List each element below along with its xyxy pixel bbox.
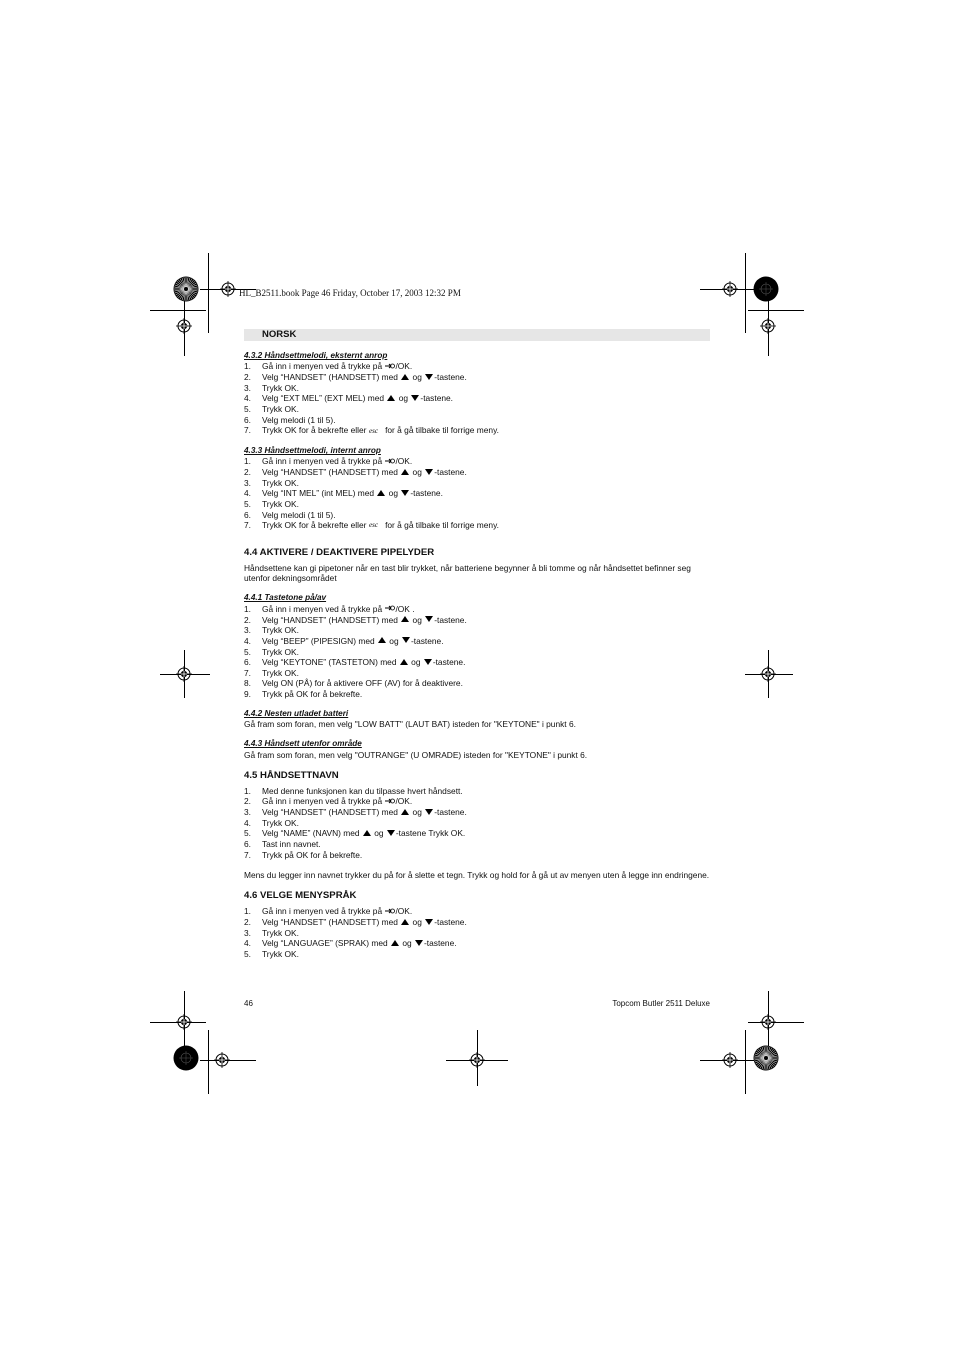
down-arrow-icon — [424, 918, 434, 928]
up-arrow-icon — [362, 829, 372, 839]
list-item — [244, 938, 714, 949]
up-arrow-icon — [390, 939, 400, 949]
step-text: og — [410, 614, 425, 625]
step-text: -tastene. — [410, 635, 444, 646]
menu-ok-key-icon — [384, 457, 395, 467]
step-text: Trykk OK. — [262, 625, 299, 636]
subsection-title-4-4-1: 4.4.1 Tastetone på/av — [244, 593, 327, 603]
menu-ok-key-icon — [384, 604, 395, 614]
step-text: Med denne funksjonen kan du tilpasse hvert håndsett. — [262, 786, 463, 796]
section-title-4-5: 4.5 HÅNDSETTNAVN — [244, 770, 339, 781]
list-item — [244, 404, 714, 414]
list-item — [244, 689, 714, 699]
step-text: /OK. — [395, 796, 413, 807]
step-text: og — [408, 657, 423, 667]
crop-mark — [745, 253, 746, 333]
step-text: -tastene. — [423, 938, 457, 949]
down-arrow-icon — [401, 636, 411, 646]
step-number: 6. — [244, 657, 251, 667]
list-item — [244, 949, 714, 959]
list-item — [244, 467, 714, 478]
up-arrow-icon — [400, 918, 410, 928]
step-text: Velg “HANDSET” (HANDSETT) med — [262, 917, 401, 928]
list-item — [244, 796, 714, 807]
step-text: -tastene. — [434, 372, 467, 383]
registration-target — [469, 1052, 485, 1068]
list-item — [244, 625, 714, 635]
step-number: 5. — [244, 404, 251, 415]
section-intro-4-4: Håndsettene kan gi pipetoner når en tast blir trykket, når batteriene begynner å bli tomme og når håndsettet befinner seg utenfor dekningsområdet — [244, 562, 691, 584]
section-title-4-6: 4.6 VELGE MENYSPRÅK — [244, 890, 357, 902]
up-arrow-icon — [400, 615, 410, 625]
footer-product: Topcom Butler 2511 Deluxe — [612, 999, 710, 1008]
menu-ok-key-icon — [384, 797, 395, 807]
list-item — [244, 393, 714, 404]
step-number: 2. — [244, 917, 251, 928]
step-number: 1. — [244, 603, 251, 614]
list-item — [244, 361, 714, 372]
step-number: 7. — [244, 424, 251, 435]
down-arrow-icon — [386, 829, 396, 839]
registration-target — [722, 1052, 738, 1068]
steps-4-3-2 — [244, 361, 714, 436]
step-text: Velg melodi (1 til 5). — [262, 509, 336, 520]
step-number: 2. — [244, 467, 251, 478]
down-arrow-icon — [400, 489, 410, 499]
section-note-4-5: Mens du legger inn navnet trykker du på for å slette et tegn. Trykk og hold for å gå ut av menyen uten å legge inn endringene. — [244, 869, 710, 880]
step-number: 1. — [244, 786, 251, 796]
step-text: Velg “HANDSET” (HANDSETT) med — [262, 807, 401, 818]
down-arrow-icon — [424, 468, 434, 478]
step-text: Trykk OK for å bekrefte eller — [262, 519, 369, 530]
step-number: 1. — [244, 906, 251, 917]
list-item — [244, 383, 714, 393]
step-number: 6. — [244, 509, 251, 520]
step-text: /OK. — [395, 906, 413, 917]
step-text: for å gå tilbake til forrige meny. — [382, 519, 499, 530]
steps-4-6 — [244, 906, 714, 959]
esc-c-key-icon — [369, 520, 383, 530]
list-item — [244, 818, 714, 828]
list-item — [244, 499, 714, 509]
list-item — [244, 604, 714, 615]
up-arrow-icon — [399, 658, 409, 668]
step-number: 2. — [244, 372, 251, 383]
step-text: Trykk på OK for å bekrefte. — [262, 849, 363, 860]
subsection-title-4-4-3: 4.4.3 Håndsett utenfor område — [244, 739, 362, 749]
menu-ok-key-icon — [384, 362, 395, 372]
step-text: -tastene. — [410, 488, 443, 499]
step-number: 7. — [244, 519, 251, 530]
step-number: 4. — [244, 818, 251, 829]
step-text: Velg “INT MEL” (int MEL) med — [262, 488, 377, 499]
subsection-text-4-4-3: Gå fram som foran, men velg "OUTRANGE" (U OMRADE) isteden for "KEYTONE" i punkt 6. — [244, 749, 588, 760]
print-slug: HL_B2511.book Page 46 Friday, October 17, 2003 12:32 PM — [239, 288, 461, 298]
subsection-title-4-3-2: 4.3.2 Håndsettmelodi, eksternt anrop — [244, 351, 388, 360]
step-text: og — [396, 393, 411, 404]
list-item — [244, 615, 714, 626]
registration-target — [176, 666, 192, 682]
list-item — [244, 807, 714, 818]
up-arrow-icon — [377, 636, 387, 646]
down-arrow-icon — [424, 615, 434, 625]
step-text: -tastene. — [434, 807, 467, 818]
step-number: 4. — [244, 393, 251, 404]
step-number: 3. — [244, 383, 251, 394]
step-text: Velg “LANGUAGE” (SPRAK) med — [262, 938, 390, 949]
up-arrow-icon — [376, 489, 386, 499]
list-item — [244, 425, 714, 436]
step-number: 9. — [244, 688, 251, 699]
steps-4-5 — [244, 786, 714, 860]
step-text: /OK. — [395, 361, 413, 372]
list-item — [244, 668, 714, 678]
step-text: og — [410, 917, 425, 928]
step-text: Velg “HANDSET” (HANDSETT) med — [262, 372, 401, 383]
step-number: 8. — [244, 678, 251, 689]
step-number: 3. — [244, 807, 251, 818]
step-text: Trykk OK. — [262, 818, 299, 829]
list-item — [244, 828, 714, 839]
step-text: og — [410, 372, 425, 383]
step-text: Gå inn i menyen ved å trykke på — [262, 603, 385, 614]
step-number: 5. — [244, 646, 251, 657]
menu-ok-key-icon — [384, 907, 395, 917]
step-text: og — [371, 828, 386, 839]
step-number: 1. — [244, 361, 251, 372]
step-number: 4. — [244, 635, 251, 646]
step-text: Velg “BEEP” (PIPESIGN) med — [262, 635, 377, 646]
page-content — [244, 351, 714, 960]
step-text: og — [410, 467, 425, 478]
list-item — [244, 478, 714, 488]
step-number: 2. — [244, 796, 251, 807]
registration-target — [760, 1014, 776, 1030]
language-header — [244, 329, 710, 341]
list-item — [244, 917, 714, 928]
step-text: Velg “KEYTONE” (TASTETON) med — [262, 657, 399, 667]
registration-dot-top-right — [753, 276, 779, 302]
registration-target — [214, 1052, 230, 1068]
step-text: -tastene. — [434, 467, 467, 478]
crop-mark — [208, 253, 209, 333]
step-text: Gå inn i menyen ved å trykke på — [262, 361, 385, 372]
step-text: Gå inn i menyen ved å trykke på — [262, 796, 385, 807]
registration-target — [760, 318, 776, 334]
list-item — [244, 372, 714, 383]
registration-star-top-left — [173, 276, 199, 302]
list-item — [244, 850, 714, 860]
down-arrow-icon — [423, 658, 433, 668]
svg-text:esc: esc — [368, 426, 378, 434]
subsection-text-4-4-2: Gå fram som foran, men velg "LOW BATT" (LAUT BAT) isteden for "KEYTONE" i punkt 6. — [244, 719, 576, 730]
step-text: Velg “HANDSET” (HANDSETT) med — [262, 467, 401, 478]
up-arrow-icon — [400, 373, 410, 383]
list-item — [244, 488, 714, 499]
step-text: og — [386, 635, 401, 646]
steps-4-3-3 — [244, 456, 714, 531]
subsection-title-4-3-3: 4.3.3 Håndsettmelodi, internt anrop — [244, 445, 381, 455]
list-item — [244, 647, 714, 657]
language-label: NORSK — [262, 329, 297, 340]
step-text: /OK. — [395, 456, 413, 467]
step-text: Trykk OK for å bekrefte eller — [262, 424, 369, 435]
step-text: /OK . — [395, 603, 415, 614]
list-item — [244, 839, 714, 849]
step-number: 1. — [244, 456, 251, 467]
step-text: -tastene. — [420, 393, 453, 404]
step-text: Trykk OK. — [262, 499, 299, 510]
step-text: Velg “EXT MEL” (EXT MEL) med — [262, 393, 387, 404]
step-number: 6. — [244, 414, 251, 425]
step-text: og — [410, 807, 425, 818]
up-arrow-icon — [400, 808, 410, 818]
up-arrow-icon — [386, 394, 396, 404]
step-text: Trykk OK. — [262, 478, 299, 489]
list-item — [244, 636, 714, 647]
crop-mark — [150, 310, 206, 311]
step-number: 3. — [244, 928, 251, 939]
down-arrow-icon — [410, 394, 420, 404]
svg-text:esc: esc — [368, 521, 378, 529]
step-text: -tastene. — [434, 917, 467, 928]
page-number: 46 — [244, 999, 253, 1008]
step-text: Tast inn navnet. — [262, 839, 321, 850]
down-arrow-icon — [424, 373, 434, 383]
down-arrow-icon — [414, 939, 424, 949]
step-text: Gå inn i menyen ved å trykke på — [262, 906, 385, 917]
up-arrow-icon — [400, 468, 410, 478]
registration-target — [176, 1014, 192, 1030]
down-arrow-icon — [424, 808, 434, 818]
step-number: 7. — [244, 849, 251, 860]
list-item — [244, 415, 714, 425]
step-text: Trykk OK. — [262, 949, 299, 960]
step-number: 5. — [244, 499, 251, 510]
step-text: -tastene Trykk OK. — [395, 828, 466, 839]
registration-target — [760, 666, 776, 682]
step-number: 5. — [244, 949, 251, 960]
step-text: Trykk OK. — [262, 667, 299, 678]
list-item — [244, 657, 714, 668]
step-text: Trykk på OK for å bekrefte. — [262, 688, 363, 699]
step-text: Velg melodi (1 til 5). — [262, 414, 336, 425]
step-text: -tastene. — [432, 657, 466, 667]
step-number: 5. — [244, 828, 251, 839]
list-item — [244, 456, 714, 467]
step-text: og — [400, 938, 414, 949]
registration-target — [176, 318, 192, 334]
step-text: Trykk OK. — [262, 646, 299, 657]
registration-star-bottom-right — [753, 1045, 779, 1071]
step-text: for å gå tilbake til forrige meny. — [382, 424, 499, 435]
step-number: 7. — [244, 667, 251, 678]
step-number: 4. — [244, 488, 251, 499]
step-text: Trykk OK. — [262, 928, 299, 939]
step-number: 6. — [244, 839, 251, 850]
list-item — [244, 510, 714, 520]
list-item — [244, 786, 714, 796]
registration-dot-bottom-left — [173, 1045, 199, 1071]
crop-mark — [745, 1030, 746, 1094]
step-text: Trykk OK. — [262, 404, 299, 415]
step-text: Velg ON (PÅ) for å aktivere OFF (AV) for å deaktivere. — [262, 678, 463, 689]
list-item — [244, 906, 714, 917]
crop-mark — [208, 1030, 209, 1094]
step-text: -tastene. — [434, 614, 467, 625]
steps-4-4-1 — [244, 604, 714, 699]
step-number: 3. — [244, 625, 251, 636]
list-item — [244, 520, 714, 531]
list-item — [244, 928, 714, 938]
registration-target — [722, 281, 738, 297]
step-text: Trykk OK. — [262, 383, 299, 394]
step-number: 3. — [244, 478, 251, 489]
subsection-title-4-4-2: 4.4.2 Nesten utladet batteri — [244, 708, 349, 718]
step-number: 4. — [244, 938, 251, 949]
section-title-4-4: 4.4 AKTIVERE / DEAKTIVERE PIPELYDER — [244, 546, 435, 558]
step-text: og — [386, 488, 401, 499]
registration-target — [220, 281, 236, 297]
step-number: 2. — [244, 614, 251, 625]
step-text: Gå inn i menyen ved å trykke på — [262, 456, 385, 467]
crop-mark — [748, 1022, 804, 1023]
list-item — [244, 678, 714, 688]
crop-mark — [748, 310, 804, 311]
esc-c-key-icon — [369, 426, 383, 436]
step-text: Velg “NAME” (NAVN) med — [262, 828, 362, 839]
step-text: Velg “HANDSET” (HANDSETT) med — [262, 614, 401, 625]
